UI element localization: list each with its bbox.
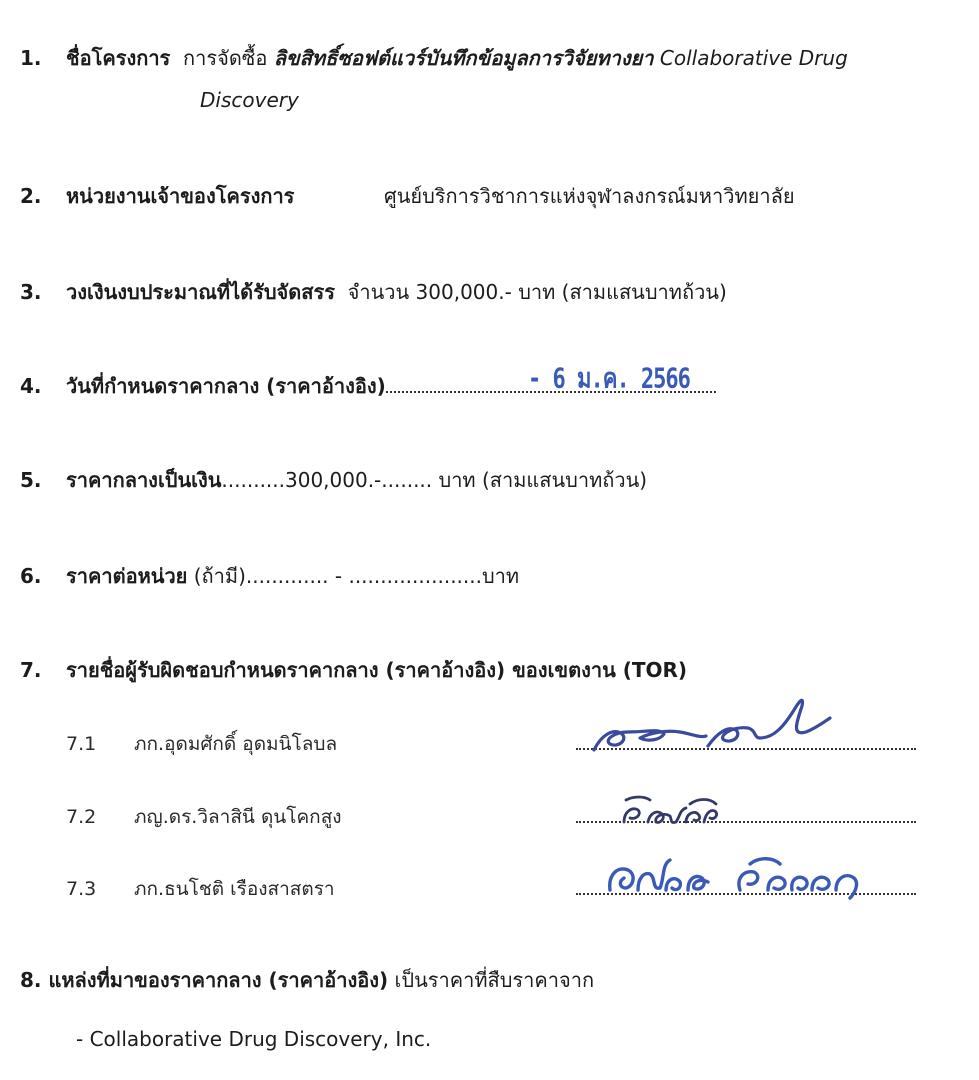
- person-3-number: 7.3: [66, 878, 97, 900]
- item-1-line: [66, 44, 848, 72]
- signature-2: [620, 792, 730, 830]
- item-7-number: 7.: [20, 658, 42, 682]
- item-1-number: 1.: [20, 46, 42, 70]
- item-4-label: วันที่กำหนดราคากลาง (ราคาอ้างอิง): [66, 374, 386, 398]
- item-5-value: ..........300,000.-........ บาท (สามแสนบาทถ้วน): [221, 468, 648, 492]
- item-1-title-en-cont: Discovery: [200, 88, 299, 112]
- person-1-name: ภก.อุดมศักดิ์ อุดมนิโลบล: [134, 733, 338, 755]
- item-3-label: วงเงินงบประมาณที่ได้รับจัดสรร: [66, 280, 335, 304]
- signature-3: [604, 850, 874, 902]
- person-1-number: 7.1: [66, 733, 97, 755]
- item-5-label: ราคากลางเป็นเงิน: [66, 468, 222, 492]
- item-2-label: หน่วยงานเจ้าของโครงการ: [66, 184, 295, 208]
- item-4-number: 4.: [20, 374, 42, 398]
- item-3-line: [66, 278, 727, 306]
- item-6-label: ราคาต่อหน่วย: [66, 564, 188, 588]
- person-2-number: 7.2: [66, 806, 97, 828]
- item-8-source: - Collaborative Drug Discovery, Inc.: [76, 1027, 432, 1051]
- item-5-number: 5.: [20, 468, 42, 492]
- person-3-name: ภก.ธนโชติ เรืองสาสตรา: [134, 878, 335, 900]
- item-3-value: จำนวน 300,000.- บาท (สามแสนบาทถ้วน): [347, 280, 727, 304]
- item-1-title-thai: ลิขสิทธิ์ซอฟต์แวร์บันทึกข้อมูลการวิจัยทางยา: [273, 46, 654, 70]
- item-1-title-en: Collaborative Drug: [659, 46, 848, 70]
- person-2-name: ภญ.ดร.วิลาสินี ดุนโคกสูง: [134, 806, 342, 828]
- item-6-note: (ถ้ามี): [193, 564, 246, 588]
- date-stamp: - 6 ม.ค. 2566: [528, 363, 690, 395]
- item-3-number: 3.: [20, 280, 42, 304]
- item-2-number: 2.: [20, 184, 42, 208]
- item-6-number: 6.: [20, 564, 42, 588]
- item-8-value: เป็นราคาที่สืบราคาจาก: [394, 968, 595, 992]
- item-6-value: ............. - .....................บาท: [245, 564, 520, 588]
- item-7-label: รายชื่อผู้รับผิดชอบกำหนดราคากลาง (ราคาอ้างอิง) ของเขตงาน (TOR): [66, 658, 688, 682]
- signature-1: [588, 688, 838, 758]
- item-8-label: 8. แหล่งที่มาของราคากลาง (ราคาอ้างอิง): [20, 968, 389, 992]
- item-5-line: [66, 466, 647, 494]
- item-2-value: ศูนย์บริการวิชาการแห่งจุฬาลงกรณ์มหาวิทยาลัย: [384, 184, 795, 208]
- item-6-line: [66, 562, 519, 590]
- item-1-prefix: การจัดซื้อ: [183, 46, 268, 70]
- item-8-line: [20, 966, 594, 994]
- item-1-label: ชื่อโครงการ: [66, 46, 171, 70]
